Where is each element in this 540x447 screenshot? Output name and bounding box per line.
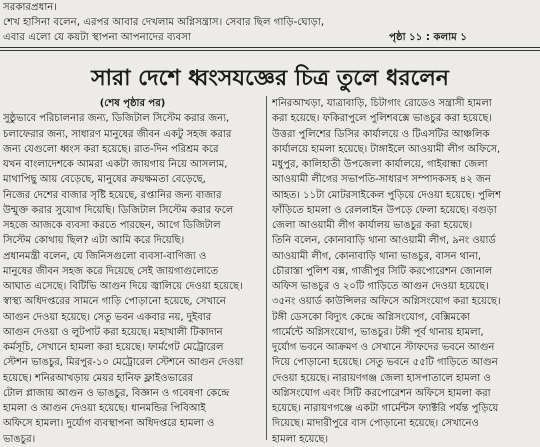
text-line: উন্মুক্ত করার সুযোগ দিয়েছি। ডিজিটাল সিস্টেম করার ফলে (3, 204, 234, 216)
text-line: অগ্নিসংযোগ এবং সিটি করপোরেশন অফিসে হামলা করা (272, 387, 491, 399)
headline: সারা দেশে ধ্বংসযজ্ঞের চিত্র তুলে ধরলেন (91, 65, 449, 91)
text-line: হামলা ও আগুন দেওয়া হয়েছে। ধানমন্ডির পিবিআই (3, 403, 206, 414)
column-separator (266, 96, 267, 440)
text-line: ফাঁড়িতে হামলা ও রেললাইন উপড়ে ফেলা হয়েছে। বগুড়া (272, 204, 497, 216)
text-line: হামলা হয়েছে। (272, 433, 329, 445)
previous-article-tail (3, 0, 537, 45)
text-line: টঙ্গী ডেসকো বিদ্যুৎ কেন্দ্রে অগ্নিসংযোগ, বেক্সিমকো (272, 311, 471, 323)
text-line: মাথাপিছু আয় বেড়েছে, মানুষের ক্রয়ক্ষমতা বেড়েছে, (3, 174, 206, 186)
text-line: আহত। ১১টা মোটরসাইকেল পুড়িয়ে দেওয়া হয়েছে। পুলিশ (272, 189, 502, 201)
section-divider-bottom (0, 50, 540, 51)
text-line: টোল প্লাজায় আগুন ও ভাঙচুর, বিজ্ঞান ও গবেষণা কেন্দ্রে (3, 387, 230, 399)
text-line: হয়েছে। শনিরআখড়ায় মেয়র হানিফ ফ্লাইওভারের (3, 372, 193, 384)
prev-text-line-3-row (3, 30, 537, 45)
right-column (272, 96, 536, 447)
text-line: যখন বাংলাদেশকে আমরা একটা জায়গায় নিয়ে আসলাম, (3, 159, 228, 170)
text-line: দিয়েছে। মাদারীপুরে বাস পোড়ানো হয়েছে। সেখানেও (272, 418, 479, 430)
text-line: আগুন দেওয়া ও লুটপাট করা হয়েছে। মহাখালী টিকাদান (3, 326, 223, 338)
text-line: অফিস ভাঙচুর ও ২০টি গাড়িতে আগুন দেওয়া হয়েছে। (272, 281, 489, 292)
text-line: দেওয়া হয়েছে। নারায়ণগঞ্জ জেলা হাসপাতালে হামলা ও (272, 372, 491, 384)
text-line: জেলা আওয়ামী লীগ কার্যালয় ভাঙচুর করা হয়েছে। (272, 220, 473, 231)
prev-text-line-3: এবার এলো যে কয়টা স্থাপনা আপনাদের ব্যবসা (3, 32, 191, 43)
section-divider-top (0, 47, 540, 48)
text-line: তিনি বলেন, কোনাবাড়ি থানা আওয়ামী লীগ, ৯নং ওয়ার্ড (272, 235, 496, 247)
text-line: স্বাস্থ্য অধিদপ্তরের সামনে গাড়ি পোড়ানো হয়েছে, সেখানে (3, 296, 226, 308)
text-line: মানুষের জীবন সহজ করে দিয়েছে সেই জায়গাগুলোতে (3, 265, 219, 277)
text-line: আগুন দেওয়া হয়েছে। সেতু ভবন একবার নয়, দুইবার (3, 311, 212, 323)
text-line: প্রধানমন্ত্রী বলেন, যে জিনিসগুলো ব্যবসা-বাণিজ্য ও (3, 250, 207, 262)
text-line: কর্মসূচি, সেখানে হামলা করা হয়েছে। ফার্মগেট মেট্রোরেল (3, 342, 224, 353)
text-line: নিজের দেশের বাজার সৃষ্টি হয়েছে, রপ্তানির জন্য বাজার (3, 189, 222, 201)
text-line: ৩৫নং ওয়ার্ড কাউন্সিলর অফিসে অগ্নিসংযোগ করা হয়েছে। (272, 296, 501, 308)
text-line: ভাঙচুর। (3, 433, 36, 445)
text-line: হয়েছে। নারায়ণগঞ্জে একটা গার্মেন্টস ফ্যাক্টরি পর্যন্ত পুড়িয়ে (272, 403, 499, 414)
text-line: আওয়ামী লীগ, কোনাবাড়ি থানা ভাঙচুর, বাসন থানা, (272, 250, 482, 262)
text-line: কার্যালয়ে হামলা হয়েছে। টাঙ্গাইলে আওয়ামী লীগ অফিসে, (272, 143, 501, 155)
text-line: স্টেশন ভাঙচুর, মিরপুর-১০ মেট্রোরেল স্টেশনে আগুন দেওয়া (3, 357, 244, 369)
continuation-caption: (শেষ পৃষ্ঠার পর) (99, 98, 166, 109)
text-line: চলাফেরার জন্য, সাধারণ মানুষের জীবন একটু সহজ করার (3, 128, 232, 140)
text-line: আওয়ামী লীগের সভাপতি-সাধারণ সম্পাদকসহ ৪২ জন (272, 174, 491, 186)
text-line: সুষ্ঠুভাবে পরিচালনার জন্য, ডিজিটাল সিস্টেম করার জন্য, (3, 113, 230, 125)
continuation-reference: পৃষ্ঠা ১১ : কলাম ১ (389, 32, 467, 43)
text-line: শনিরআখড়া, যাত্রাবাড়ি, চিটাগাং রোডেও সন্ত্রাসী হামলা (272, 98, 492, 109)
prev-text-line-1: সরকারপ্রধান। (3, 2, 58, 13)
text-line: অফিসে হামলা। দুর্যোগ ব্যবস্থাপনা অধিদপ্তরে হামলা ও (3, 418, 215, 430)
text-line: সিস্টেম কোথায় ছিল? এটা আমি করে দিয়েছি। (3, 235, 185, 247)
text-line: গার্মেন্টে অগ্নিসংযোগ, ভাঙচুর। টঙ্গী পূর্ব থানায় হামলা, (272, 326, 484, 338)
text-line: করা হয়েছে। ফকিরাপুলে পুলিশবক্সে ভাঙচুর করা হয়েছে। (272, 113, 492, 125)
text-line: চৌরাস্তা পুলিশ বক্স, গাজীপুর সিটি করপোরেশন জোনাল (272, 265, 493, 277)
text-line: দিয়ে পোড়ানো হয়েছে। সেতু ভবনে ৫৫টি গাড়িতে আগুন (272, 357, 498, 369)
prev-text-line-2: শেখ হাসিনা বলেন, এরপর আবার দেখলাম অগ্নিসন্ত্রাস। সেবার ছিল গাড়ি-ঘোড়া, (3, 17, 325, 28)
text-line: দুর্যোগ ভবনে আক্রমণ ও সেখানে স্টাফদের ভবনে আগুন (272, 342, 495, 353)
text-line: সহজে আজকে ব্যবসা করতে পারছেন, আগে ডিজিটাল (3, 220, 221, 231)
text-line: উত্তরা পুলিশের ডিসির কার্যালয়ে ও টিএসটির আঞ্চলিক (272, 128, 490, 140)
left-column (3, 96, 262, 447)
text-line: আঘাত এসেছে। বিটিভি আগুন দিয়ে জ্বালিয়ে দেওয়া হয়েছে। (3, 281, 243, 292)
text-line: মধুপুর, কালিহাতী উপজেলা কার্যালয়ে, গাইবান্ধা জেলা (272, 159, 488, 170)
text-line: জন্য যেগুলো ধ্বংস করা হয়েছে। রাত-দিন পরিশ্রম করে (3, 143, 219, 155)
